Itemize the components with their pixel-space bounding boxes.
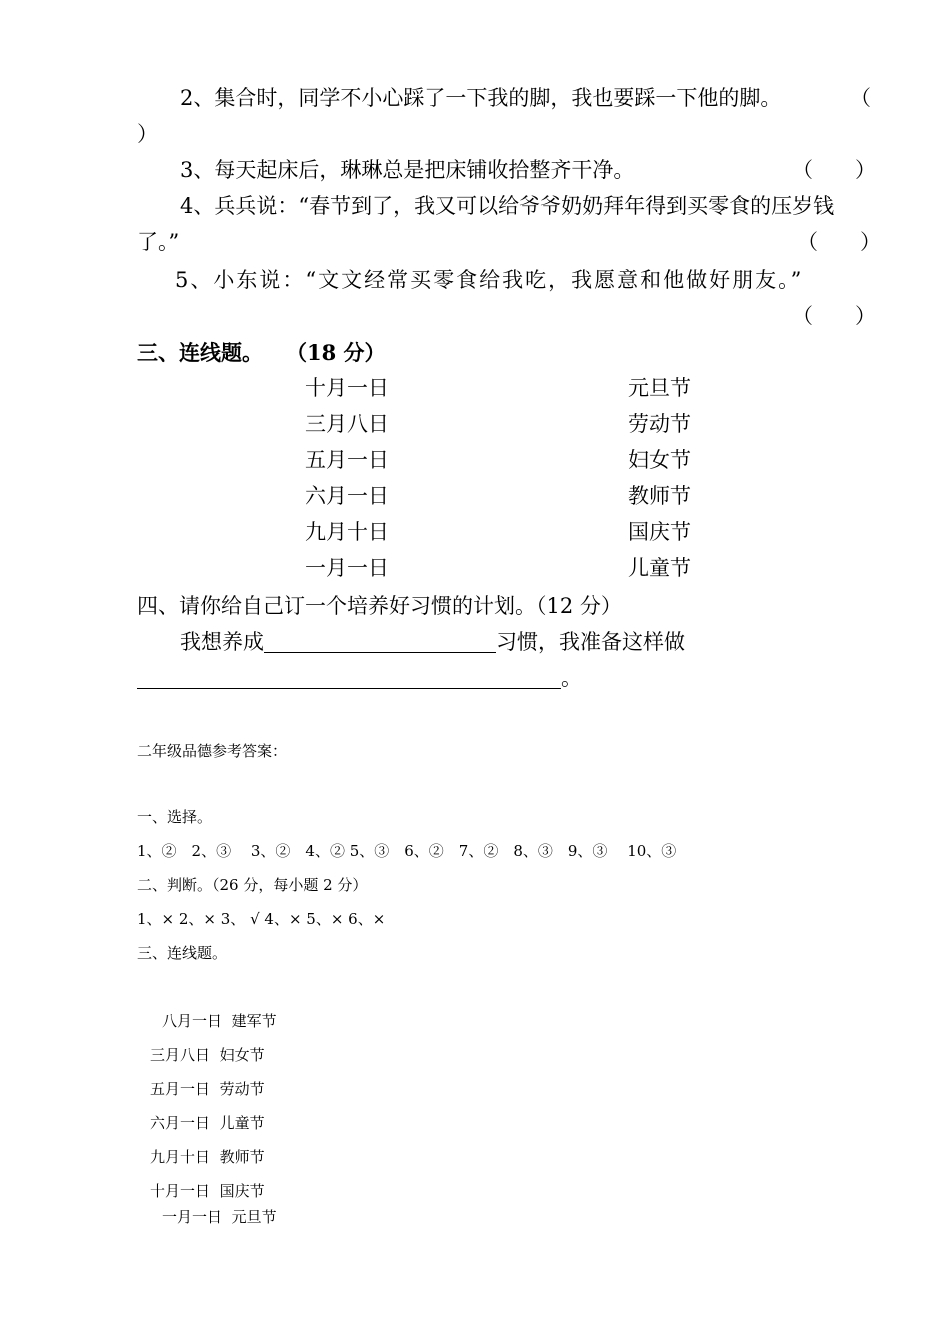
- answer-sec2-items: 1、× 2、× 3、 √ 4、× 5、× 6、×: [137, 910, 386, 928]
- answer-match-row: [150, 1116, 265, 1131]
- match-left-item: 九月十日: [305, 520, 389, 544]
- habit-plan-suffix: 习惯，我准备这样做: [496, 630, 685, 654]
- match-left-item: 六月一日: [305, 484, 389, 508]
- answer-match-row: [150, 1184, 265, 1199]
- habit-blank[interactable]: [264, 632, 496, 653]
- answer-match-festival: 元旦节: [231, 1208, 277, 1226]
- answer-match-date: 一月一日: [162, 1208, 223, 1226]
- match-right-item: 国庆节: [628, 520, 691, 544]
- match-left-item: 五月一日: [305, 448, 389, 472]
- habit-plan-prefix: 我想养成: [180, 630, 264, 654]
- answer-match-festival: 劳动节: [219, 1080, 265, 1098]
- answer-match-row: [162, 1014, 277, 1029]
- question-4-answer-paren: （ ）: [797, 230, 881, 254]
- part3-heading: 三、连线题。: [137, 340, 263, 365]
- answer-match-festival: 国庆节: [219, 1182, 265, 1200]
- question-4-text-line1: 4、兵兵说：“春节到了，我又可以给爷爷奶奶拜年得到买零食的压岁钱: [180, 194, 835, 218]
- part3-score: （18 分）: [286, 340, 386, 365]
- match-left-item: 三月八日: [305, 412, 389, 436]
- question-4-text-line2: 了。”: [137, 230, 180, 254]
- habit-plan-line1: [180, 632, 685, 653]
- match-left-item: 十月一日: [305, 376, 389, 400]
- habit-plan-period: 。: [561, 666, 582, 690]
- answer-match-date: 六月一日: [150, 1114, 211, 1132]
- answer-match-row: [150, 1150, 265, 1165]
- answer-sec1-items: 1、② 2、③ 3、② 4、② 5、③ 6、② 7、② 8、③ 9、③ 10、③: [137, 842, 677, 860]
- question-2-answer-paren-open: （: [850, 86, 871, 110]
- answer-match-row: [162, 1210, 277, 1225]
- answer-sec2-heading: 二、判断。（26 分，每小题 2 分）: [137, 876, 368, 894]
- answer-key-title: 二年级品德参考答案：: [137, 742, 288, 760]
- question-2-text: 2、集合时，同学不小心踩了一下我的脚，我也要踩一下他的脚。: [180, 86, 782, 110]
- habit-plan-line2: [137, 668, 582, 689]
- answer-match-festival: 教师节: [219, 1148, 265, 1166]
- match-right-item: 妇女节: [628, 448, 691, 472]
- answer-sec3-heading: 三、连线题。: [137, 944, 228, 962]
- question-5-answer-paren: （ ）: [792, 304, 876, 328]
- answer-match-date: 十月一日: [150, 1182, 211, 1200]
- answer-match-row: [150, 1082, 265, 1097]
- match-right-item: 劳动节: [628, 412, 691, 436]
- part4-heading: 四、请你给自己订一个培养好习惯的计划。（12 分）: [137, 594, 622, 618]
- answer-match-festival: 妇女节: [219, 1046, 265, 1064]
- answer-match-date: 三月八日: [150, 1046, 211, 1064]
- match-right-item: 元旦节: [628, 376, 691, 400]
- question-2-answer-paren-close: ）: [137, 122, 158, 146]
- answer-match-row: [150, 1048, 265, 1063]
- plan-blank[interactable]: [137, 668, 561, 689]
- question-3-answer-paren: （ ）: [792, 158, 876, 182]
- question-5-text: 5、小东说：“文文经常买零食给我吃，我愿意和他做好朋友。”: [175, 268, 804, 292]
- answer-match-festival: 建军节: [231, 1012, 277, 1030]
- match-right-item: 儿童节: [628, 556, 691, 580]
- answer-match-date: 五月一日: [150, 1080, 211, 1098]
- answer-match-festival: 儿童节: [219, 1114, 265, 1132]
- question-3-text: 3、每天起床后，琳琳总是把床铺收拾整齐干净。: [180, 158, 635, 182]
- answer-sec1-heading: 一、选择。: [137, 808, 213, 826]
- answer-match-date: 八月一日: [162, 1012, 223, 1030]
- match-left-item: 一月一日: [305, 556, 389, 580]
- answer-match-date: 九月十日: [150, 1148, 211, 1166]
- match-right-item: 教师节: [628, 484, 691, 508]
